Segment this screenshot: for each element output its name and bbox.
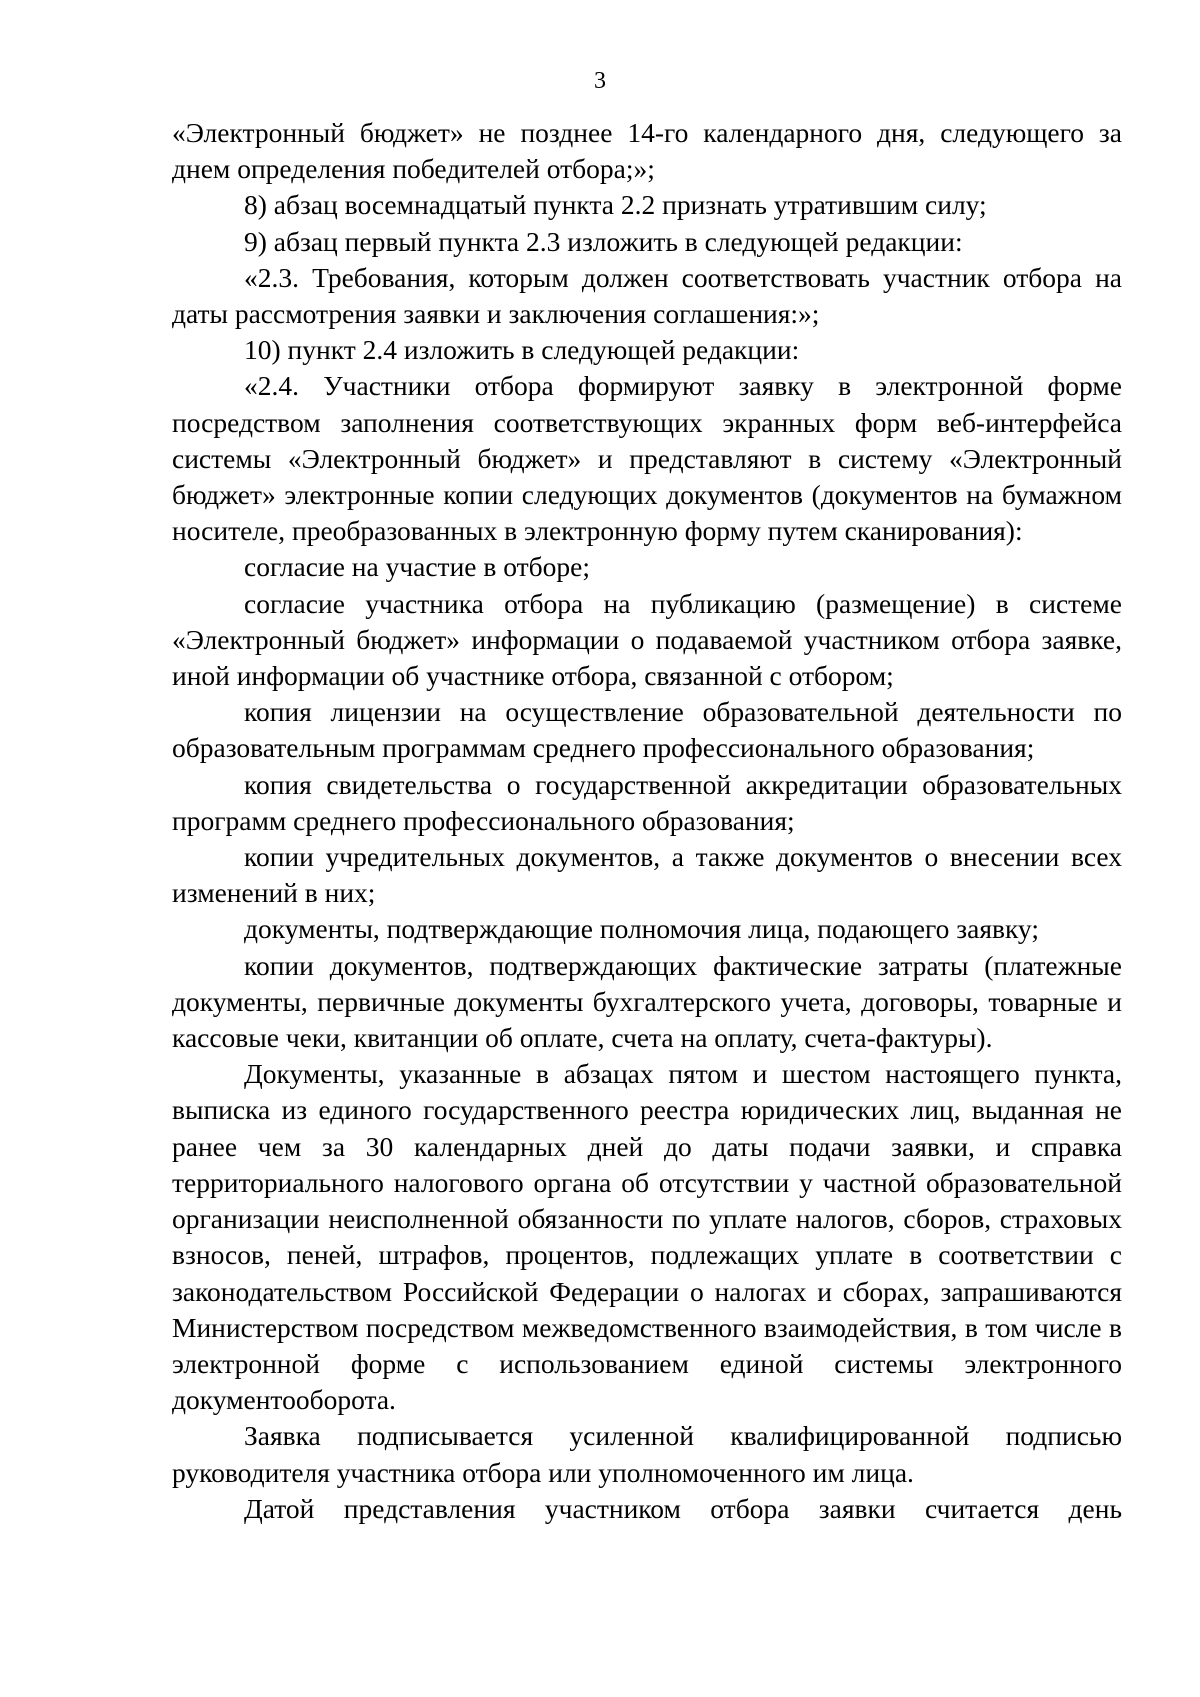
paragraph-item-10: 10) пункт 2.4 изложить в следующей редакции: <box>244 334 800 366</box>
paragraph-item-8: 8) абзац восемнадцатый пункта 2.2 признать утратившим силу; <box>244 189 987 221</box>
list-item-accreditation-copy: копия свидетельства о государственной аккредитации образовательных программ среднего профессионального образования; <box>172 768 1122 836</box>
list-item-expense-documents: копии документов, подтверждающих фактические затраты (платежные документы, первичные документы бухгалтерского учета, договоры, товарные и кассовые чеки, квитанции об оплате, счета на оплату, счета-фактуры). <box>172 949 1122 1054</box>
paragraph-submission-date: Датой представления участником отбора заявки считается день <box>244 1492 1122 1524</box>
paragraph-item-9: 9) абзац первый пункта 2.3 изложить в следующей редакции: <box>244 225 963 257</box>
document-body <box>172 115 1122 1527</box>
paragraph-continuation: «Электронный бюджет» не позднее 14-го календарного дня, следующего за днем определения победителей отбора;»; <box>172 117 1122 185</box>
list-item-consent-publication: согласие участника отбора на публикацию (размещение) в системе «Электронный бюджет» информации о подаваемой участником отбора заявке, иной информации об участнике отбора, связанной с отбором; <box>172 587 1122 692</box>
paragraph-signature: Заявка подписывается усиленной квалифицированной подписью руководителя участника отбора или уполномоченного им лица. <box>172 1420 1122 1488</box>
page-number: 3 <box>594 68 606 94</box>
paragraph-clause-2-3: «2.3. Требования, которым должен соответствовать участник отбора на даты рассмотрения заявки и заключения соглашения:»; <box>172 261 1122 330</box>
list-item-consent-participation: согласие на участие в отборе; <box>244 551 590 583</box>
paragraph-clause-2-4: «2.4. Участники отбора формируют заявку в электронной форме посредством заполнения соответствующих экранных форм веб-интерфейса системы «Электронный бюджет» и представляют в систему «Электронный бюджет» электронные копии следующих документов (документов на бумажном носителе, преобразованных в электронную форму путем сканирования): <box>172 370 1122 547</box>
list-item-founding-documents: копии учредительных документов, а также документов о внесении всех изменений в них; <box>172 841 1122 909</box>
list-item-license-copy: копия лицензии на осуществление образовательной деятельности по образовательным программам среднего профессионального образования; <box>172 696 1122 764</box>
paragraph-interagency-request: Документы, указанные в абзацах пятом и шестом настоящего пункта, выписка из единого государственного реестра юридических лиц, выданная не ранее чем за 30 календарных дней до даты подачи заявки, и справка территориального налогового органа об отсутствии у частной образовательной организации неисполненной обязанности по уплате налогов, сборов, страховых взносов, пеней, штрафов, процентов, подлежащих уплате в соответствии с законодательством Российской Федерации о налогах и сборах, запрашиваются Министерством посредством межведомственного взаимодействия, в том числе в электронной форме с использованием единой системы электронного документооборота. <box>172 1058 1122 1416</box>
list-item-authority-documents: документы, подтверждающие полномочия лица, подающего заявку; <box>244 913 1039 945</box>
